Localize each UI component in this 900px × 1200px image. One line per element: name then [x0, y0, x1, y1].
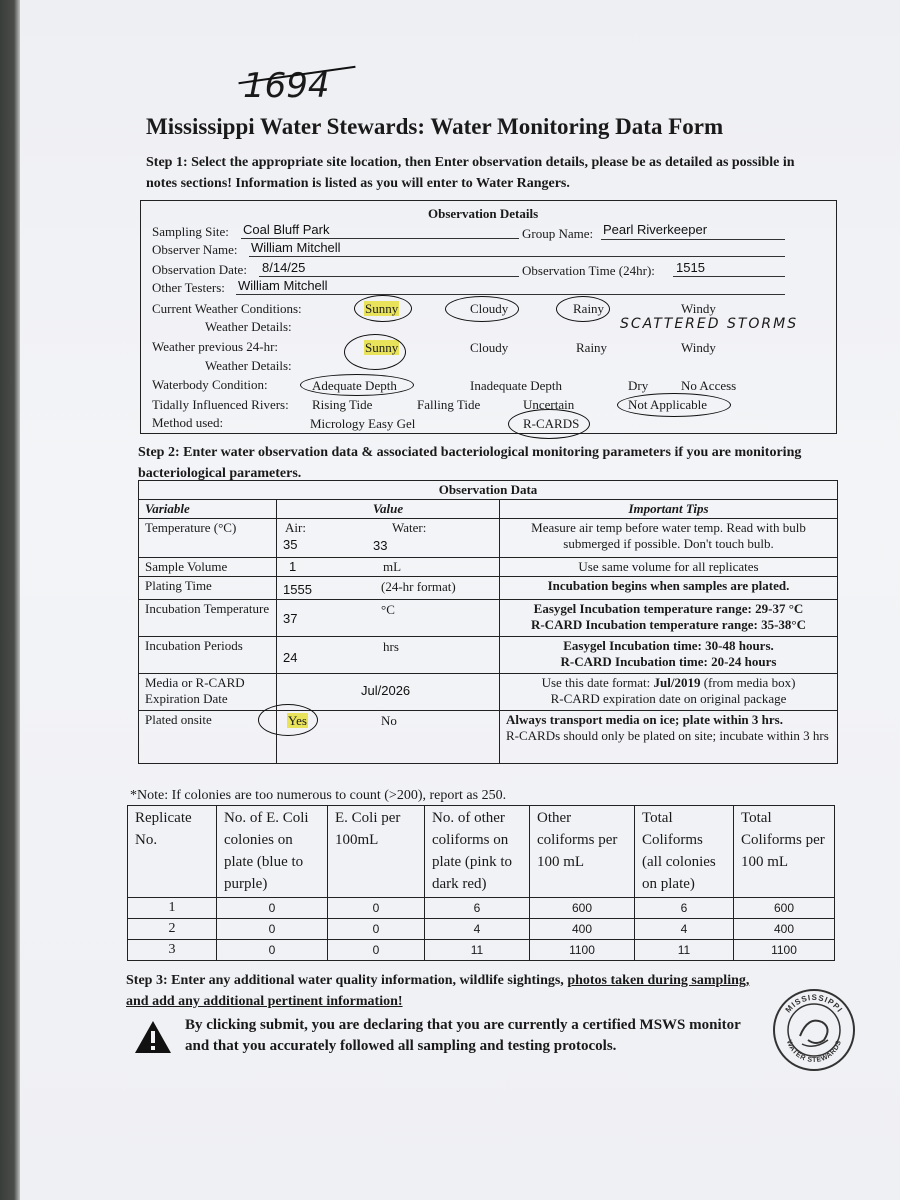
photos-link[interactable]: photos taken during sampling, and add any additional pertinent information! — [126, 973, 750, 1009]
header-replicate-no: Replicate No. — [128, 806, 217, 898]
cell[interactable]: 0 — [328, 940, 425, 961]
prev-weather-label: Weather previous 24-hr: — [152, 339, 279, 354]
prev-weather-option-cloudy[interactable]: Cloudy — [470, 340, 509, 355]
observer-name-field[interactable]: William Mitchell — [251, 240, 341, 255]
replicate-no: 2 — [128, 919, 217, 940]
weather-option-sunny[interactable]: Sunny — [365, 301, 399, 316]
header-other-coliforms-per-100ml: Other coliforms per 100 mL — [530, 806, 635, 898]
sampling-site-line — [241, 238, 519, 239]
group-name-field[interactable]: Pearl Riverkeeper — [603, 222, 708, 237]
waterbody-option-no-access[interactable]: No Access — [681, 378, 737, 393]
plated-onsite-label: Plated onsite — [139, 711, 277, 764]
cell[interactable]: 400 — [734, 919, 835, 940]
sampling-site-label: Sampling Site: — [152, 224, 229, 239]
air-value[interactable]: 35 — [283, 537, 298, 552]
sample-volume-unit: mL — [383, 559, 402, 574]
group-name-line — [601, 239, 785, 240]
col-value: Value — [277, 500, 500, 519]
tidal-option-uncertain[interactable]: Uncertain — [523, 397, 575, 412]
waterbody-option-adequate[interactable]: Adequate Depth — [312, 378, 397, 393]
replicate-no: 3 — [128, 940, 217, 961]
replicate-table — [127, 805, 835, 961]
sample-volume-value[interactable]: 1 — [289, 559, 297, 574]
cell[interactable]: 400 — [530, 919, 635, 940]
plated-onsite-tip: Always transport media on ice; plate within 3 hrs. R-CARDs should only be plated on site; incubate within 3 hrs — [500, 711, 838, 764]
media-expiration-label: Media or R-CARD Expiration Date — [139, 674, 277, 711]
yes-circle-mark — [258, 704, 318, 736]
method-option-rcards[interactable]: R-CARDS — [523, 416, 580, 431]
replicate-no: 1 — [128, 898, 217, 919]
observation-date-label: Observation Date: — [152, 262, 247, 277]
method-option-easygel[interactable]: Micrology Easy Gel — [310, 416, 416, 431]
warning-icon — [134, 1020, 172, 1054]
observation-time-label: Observation Time (24hr): — [522, 263, 655, 278]
group-name-label: Group Name: — [522, 226, 594, 241]
mississippi-water-stewards-logo — [772, 988, 856, 1072]
sample-volume-label: Sample Volume — [139, 558, 277, 577]
col-variable: Variable — [139, 500, 277, 519]
incubation-periods-tip: Easygel Incubation time: 30-48 hours. R-CARD Incubation time: 20-24 hours — [500, 637, 838, 674]
method-label: Method used: — [152, 415, 224, 430]
water-label: Water: — [392, 520, 427, 535]
handwritten-id: 1694 — [243, 66, 330, 106]
temperature-label: Temperature (°C) — [139, 519, 277, 558]
plating-time-value[interactable]: 1555 — [283, 582, 312, 597]
page-title: Mississippi Water Stewards: Water Monitoring Data Form — [146, 114, 724, 139]
cell[interactable]: 0 — [328, 919, 425, 940]
other-testers-field[interactable]: William Mitchell — [238, 278, 328, 293]
cell[interactable]: 1100 — [734, 940, 835, 961]
incubation-periods-value[interactable]: 24 — [283, 650, 298, 665]
cell[interactable]: 6 — [425, 898, 530, 919]
sample-volume-cell[interactable] — [277, 558, 500, 577]
plating-time-cell[interactable] — [277, 577, 500, 600]
incubation-periods-cell[interactable] — [277, 637, 500, 674]
incubation-temperature-value[interactable]: 37 — [283, 611, 298, 626]
prev-weather-option-windy[interactable]: Windy — [681, 340, 716, 355]
prev-weather-option-sunny[interactable]: Sunny — [365, 340, 399, 355]
tidal-option-not-applicable[interactable]: Not Applicable — [628, 397, 708, 412]
sampling-site-field[interactable]: Coal Bluff Park — [243, 222, 330, 237]
colony-note: *Note: If colonies are too numerous to count (>200), report as 250. — [130, 788, 507, 803]
cell[interactable]: 1100 — [530, 940, 635, 961]
plated-yes-option[interactable]: Yes — [288, 713, 307, 728]
observation-time-line — [673, 276, 785, 277]
observation-date-field[interactable]: 8/14/25 — [262, 260, 306, 275]
certification-warning: By clicking submit, you are declaring that you are currently a certified MSWS monitor and that you accurately followed all sampling and testing protocols. — [185, 1017, 741, 1054]
media-expiration-cell[interactable] — [277, 674, 500, 711]
col-important-tips: Important Tips — [500, 500, 838, 519]
observation-data-heading: Observation Data — [139, 481, 838, 500]
step1-instructions: Step 1: Select the appropriate site location, then Enter observation details, please be as detailed as possible in notes sections! Information is listed as you will enter to Water Rangers. — [146, 155, 795, 191]
observation-data-table — [138, 480, 838, 764]
observer-name-line — [249, 256, 785, 257]
adequate-circle-mark — [300, 374, 414, 396]
rainy-circle-mark — [556, 296, 610, 322]
cell[interactable]: 4 — [635, 919, 734, 940]
tidal-label: Tidally Influenced Rivers: — [152, 397, 289, 412]
plating-time-unit: (24-hr format) — [381, 579, 456, 594]
header-total-coliforms: Total Coliforms (all colonies on plate) — [635, 806, 734, 898]
incubation-temperature-unit: °C — [381, 602, 395, 617]
media-expiration-tip: Use this date format: Jul/2019 (from media box) R-CARD expiration date on original package — [500, 674, 838, 711]
incubation-temperature-label: Incubation Temperature — [139, 600, 277, 637]
waterbody-option-inadequate[interactable]: Inadequate Depth — [470, 378, 563, 393]
cell[interactable]: 0 — [217, 898, 328, 919]
not-applicable-circle-mark — [617, 393, 731, 417]
temperature-tip: Measure air temp before water temp. Read with bulb submerged if possible. Don't touch bulb. — [500, 519, 838, 558]
other-testers-label: Other Testers: — [152, 280, 225, 295]
step3-instructions: Step 3: Enter any additional water quality information, wildlife sightings, photos taken during sampling, and add any additional pertinent information! — [126, 973, 750, 1009]
temperature-value-cell[interactable] — [277, 519, 500, 558]
tidal-option-falling[interactable]: Falling Tide — [417, 397, 481, 412]
svg-text:MISSISSIPPI: MISSISSIPPI — [783, 992, 845, 1015]
weather-option-cloudy[interactable]: Cloudy — [470, 301, 509, 316]
table-row — [128, 940, 835, 961]
weather-details-note[interactable]: SCATTERED STORMS — [620, 316, 799, 332]
step2-instructions: Step 2: Enter water observation data & associated bacteriological monitoring parameters if you are monitoring bacteriological parameters. — [138, 445, 802, 481]
water-value[interactable]: 33 — [373, 538, 388, 553]
cell[interactable]: 0 — [217, 919, 328, 940]
rcards-circle-mark — [508, 409, 590, 439]
header-other-coliforms-plate: No. of other coliforms on plate (pink to dark red) — [425, 806, 530, 898]
waterbody-label: Waterbody Condition: — [152, 377, 268, 392]
header-total-coliforms-per-100ml: Total Coliforms per 100 mL — [734, 806, 835, 898]
incubation-periods-label: Incubation Periods — [139, 637, 277, 674]
other-testers-line — [236, 294, 785, 295]
sample-volume-tip: Use same volume for all replicates — [500, 558, 838, 577]
air-label: Air: — [285, 520, 306, 535]
cell[interactable]: 11 — [425, 940, 530, 961]
cloudy-circle-mark — [445, 296, 519, 322]
incubation-temperature-tip: Easygel Incubation temperature range: 29-37 °C R-CARD Incubation temperature range: 35-38°C — [500, 600, 838, 637]
cell[interactable]: 11 — [635, 940, 734, 961]
prev-weather-details-label: Weather Details: — [205, 358, 292, 373]
svg-text:WATER STEWARDS: WATER STEWARDS — [784, 1039, 844, 1065]
observation-date-line — [259, 276, 519, 277]
table-row — [128, 898, 835, 919]
cell[interactable]: 4 — [425, 919, 530, 940]
current-weather-label: Current Weather Conditions: — [152, 301, 302, 316]
weather-option-windy[interactable]: Windy — [681, 301, 716, 316]
cell[interactable]: 600 — [734, 898, 835, 919]
table-row — [128, 919, 835, 940]
observation-details-heading: Observation Details — [428, 206, 539, 221]
header-ecoli-colonies: No. of E. Coli colonies on plate (blue to purple) — [217, 806, 328, 898]
prev-weather-option-rainy[interactable]: Rainy — [576, 340, 608, 355]
tidal-option-rising[interactable]: Rising Tide — [312, 397, 373, 412]
header-ecoli-per-100ml: E. Coli per 100mL — [328, 806, 425, 898]
weather-details-label: Weather Details: — [205, 319, 292, 334]
prev-sunny-circle-mark — [344, 334, 406, 370]
media-expiration-value[interactable]: Jul/2026 — [361, 683, 411, 698]
weather-option-rainy[interactable]: Rainy — [573, 301, 605, 316]
observer-name-label: Observer Name: — [152, 242, 238, 257]
waterbody-option-dry[interactable]: Dry — [628, 378, 649, 393]
cell[interactable]: 0 — [217, 940, 328, 961]
plating-time-label: Plating Time — [139, 577, 277, 600]
plating-time-tip: Incubation begins when samples are plated. — [500, 577, 838, 600]
incubation-temperature-cell[interactable] — [277, 600, 500, 637]
incubation-periods-unit: hrs — [383, 639, 399, 654]
cell[interactable]: 0 — [328, 898, 425, 919]
cell[interactable]: 6 — [635, 898, 734, 919]
observation-time-field[interactable]: 1515 — [676, 260, 705, 275]
sunny-circle-mark — [354, 295, 412, 322]
cell[interactable]: 600 — [530, 898, 635, 919]
plated-no-option[interactable]: No — [381, 713, 397, 728]
